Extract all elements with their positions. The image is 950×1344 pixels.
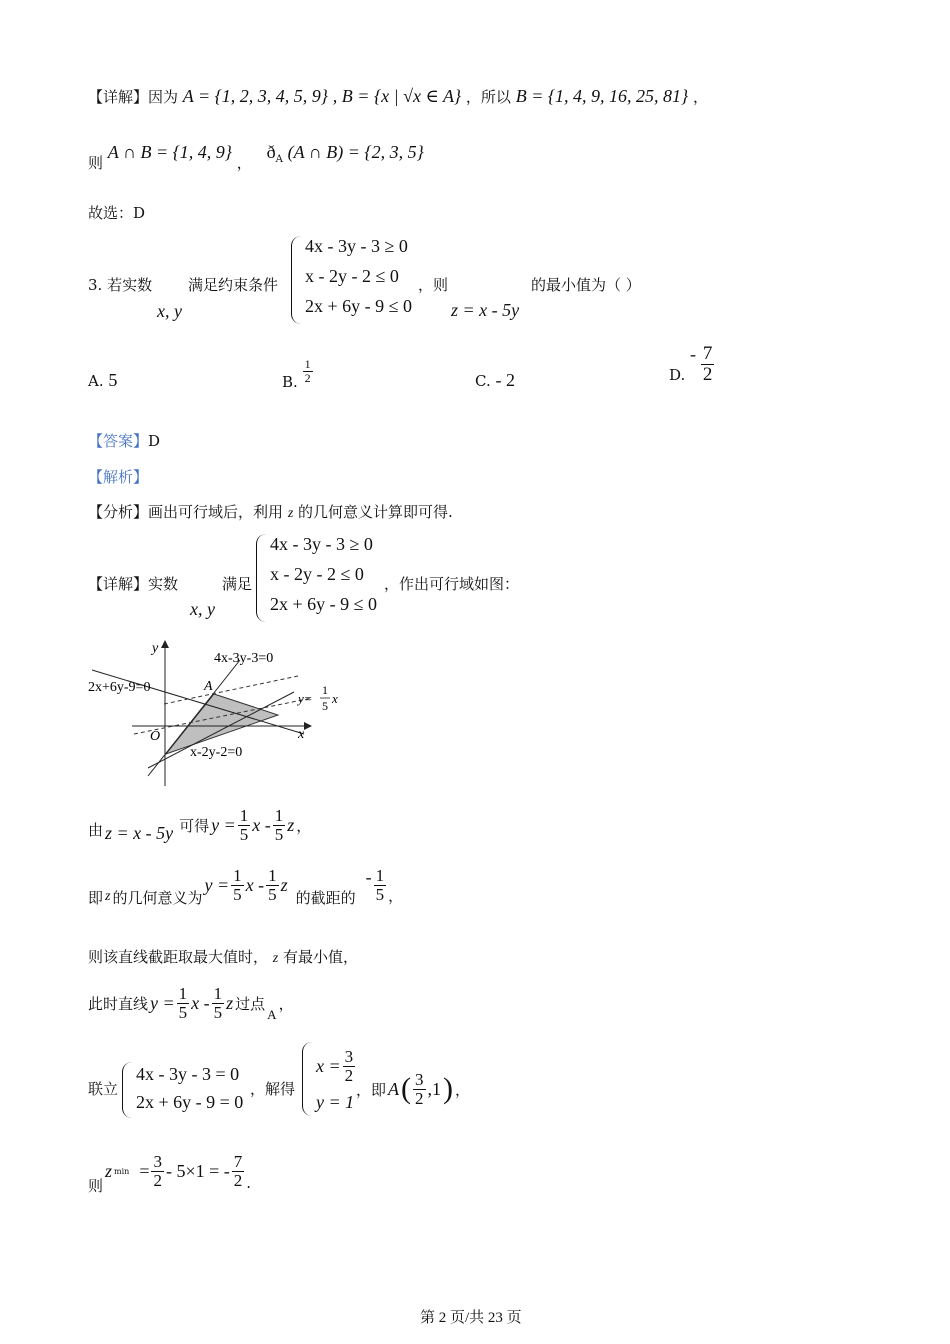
intersection: A ∩ B = {1, 4, 9} xyxy=(107,142,233,162)
denominator: 2 xyxy=(415,1088,424,1108)
constraint-1: 4x - 3y - 3 ≥ 0 xyxy=(270,534,373,554)
derive-line xyxy=(88,800,311,850)
x-frac xyxy=(343,1048,356,1085)
text-when: 则该直线截距取最大值时， xyxy=(88,948,269,966)
meaning-line xyxy=(88,860,403,910)
numerator: 1 xyxy=(178,983,188,1003)
option-b-label: B. xyxy=(282,373,298,392)
text-ie: 即 xyxy=(88,888,104,907)
text-from: 由 xyxy=(88,820,104,839)
q3-cond: 满足约束条件 xyxy=(188,276,279,294)
numerator: 3 xyxy=(344,1047,354,1066)
choose-line: 故选：D xyxy=(88,204,146,222)
frac-1 xyxy=(177,985,190,1022)
text-through: 过点 xyxy=(235,994,266,1013)
text-line: 此时直线 xyxy=(88,994,149,1013)
frac-3 xyxy=(374,867,387,904)
denominator: 2 xyxy=(233,1170,243,1190)
z-subscript: min xyxy=(114,1166,130,1176)
y-eq: y = xyxy=(150,992,175,1013)
numerator: 7 xyxy=(233,1151,243,1171)
frac-1 xyxy=(231,867,244,904)
origin-label: O xyxy=(150,729,161,744)
y-axis-arrow xyxy=(161,640,169,648)
denominator: 2 xyxy=(344,1065,354,1085)
numerator: 1 xyxy=(375,865,385,885)
option-b-fraction xyxy=(303,358,313,384)
set-b: B = {1, 4, 9, 16, 25, 81} xyxy=(515,86,689,106)
y-eq: y = xyxy=(204,874,230,895)
max-intercept-line xyxy=(88,946,358,967)
q3-vars: x, y xyxy=(157,301,182,321)
denominator: 5 xyxy=(213,1002,223,1022)
denominator: 2 xyxy=(153,1170,162,1190)
a-x-frac xyxy=(413,1071,426,1108)
constraint-2: x - 2y - 2 ≤ 0 xyxy=(270,564,364,584)
numerator: 3 xyxy=(153,1151,162,1171)
line1-label: 4x-3y-3=0 xyxy=(214,651,274,666)
y-eq: y = xyxy=(211,814,236,835)
xiangjie-constraint-system xyxy=(256,534,386,622)
text-so: ，所以 xyxy=(465,88,511,106)
solution-system xyxy=(302,1042,362,1116)
xiangjie-label: 【详解】实数 xyxy=(88,575,179,593)
brace xyxy=(122,1062,133,1118)
frac-2 xyxy=(266,867,279,904)
x-axis-label: x xyxy=(298,727,305,742)
text-then: 则 xyxy=(88,1176,104,1195)
combine-label: 联立 xyxy=(88,1080,119,1098)
text-intercept: 的截距的 xyxy=(295,888,356,907)
frac-7-2 xyxy=(232,1153,245,1190)
option-b[interactable] xyxy=(282,357,313,392)
through-point-line xyxy=(88,978,294,1028)
zmin-line xyxy=(88,1146,251,1196)
numerator: 3 xyxy=(415,1069,424,1089)
x-axis-arrow xyxy=(304,722,312,730)
q3-prefix: 3. 若实数 xyxy=(88,276,153,294)
frac-3-2 xyxy=(151,1153,164,1190)
fenxi-text-2: 的几何意义计算即可得. xyxy=(298,503,453,521)
line2-label: 2x+6y-9=0 xyxy=(88,680,151,695)
a-y: ,1 xyxy=(427,1078,442,1099)
equation-2: 2x + 6y - 9 = 0 xyxy=(136,1092,244,1112)
xiangjie-vars: x, y xyxy=(190,599,215,619)
xiangjie-cond: 满足 xyxy=(222,575,253,593)
frac-2 xyxy=(273,807,286,844)
option-a-value: 5 xyxy=(108,370,118,390)
denominator: 5 xyxy=(274,824,284,844)
z-term: z xyxy=(226,992,234,1013)
x-term: x - xyxy=(252,814,271,835)
fenxi-label: 【分析】 xyxy=(88,503,149,521)
x-eq: x = xyxy=(316,1055,341,1076)
z-term: z xyxy=(287,814,295,835)
fenxi-text-1: 画出可行域后，利用 xyxy=(148,503,284,521)
combine-system xyxy=(122,1062,252,1118)
neg-sign: - xyxy=(365,866,372,887)
q3-constraint-system xyxy=(291,236,421,324)
feasible-region-figure xyxy=(86,636,356,792)
denominator: 5 xyxy=(375,884,385,904)
page-footer: 第 2 页/共 23 页 xyxy=(420,1310,522,1326)
text-then: 则 xyxy=(88,154,104,172)
answer-value: D xyxy=(148,432,161,450)
denominator: 5 xyxy=(239,824,249,844)
z-var: z xyxy=(105,1160,113,1181)
numerator: 1 xyxy=(268,865,277,885)
numerator: 1 xyxy=(213,983,223,1003)
answer-line xyxy=(88,430,160,451)
z-var: z xyxy=(105,889,111,904)
punct: ， xyxy=(455,1080,471,1099)
option-c[interactable] xyxy=(475,370,515,391)
constraint-1: 4x - 3y - 3 ≥ 0 xyxy=(305,236,408,256)
option-a[interactable] xyxy=(88,370,117,391)
punct: ， xyxy=(236,154,252,172)
numerator: 1 xyxy=(233,865,242,885)
equals: = xyxy=(139,1160,150,1181)
solution-y: y = 1 xyxy=(316,1092,355,1112)
q3-objective: z = x - 5y xyxy=(451,300,520,320)
text-ie: ，即 xyxy=(356,1080,387,1099)
option-c-label: C. xyxy=(475,372,491,390)
point-a-label: A xyxy=(204,679,213,694)
q3-tail: 的最小值为（ ） xyxy=(531,276,641,294)
detail-line-1 xyxy=(88,86,708,107)
answer-label: 【答案】 xyxy=(88,432,149,450)
detail-line-2 xyxy=(88,142,424,172)
line4-label-pre: y= xyxy=(298,691,313,706)
point-a: A xyxy=(267,1007,277,1022)
x-term: x - xyxy=(191,992,210,1013)
frac-1 xyxy=(238,807,251,844)
detail-label: 【详解】因为 xyxy=(88,88,179,106)
brace xyxy=(256,534,267,622)
solution-x xyxy=(316,1048,355,1085)
numerator: 1 xyxy=(239,805,249,825)
denominator: 5 xyxy=(233,884,242,904)
fenxi-line xyxy=(88,501,453,522)
numerator: 1 xyxy=(304,357,311,371)
line4-label-num: 1 xyxy=(322,683,328,697)
option-d-sign: - xyxy=(690,344,697,365)
point-a: A xyxy=(388,1078,400,1099)
solve-label: ，解得 xyxy=(250,1080,296,1098)
numerator: 1 xyxy=(274,805,284,825)
constraint-3: 2x + 6y - 9 ≤ 0 xyxy=(270,594,378,614)
numerator: 7 xyxy=(702,343,713,364)
denominator: 2 xyxy=(304,370,311,385)
punct: ， xyxy=(388,886,404,905)
fenxi-var: z xyxy=(287,506,294,521)
point-a-result xyxy=(356,1064,470,1114)
complement-expr: (A ∩ B) = {2, 3, 5} xyxy=(287,142,424,162)
analysis-label: 【解析】 xyxy=(88,468,149,486)
denominator: 5 xyxy=(178,1002,188,1022)
constraint-3: 2x + 6y - 9 ≤ 0 xyxy=(305,296,413,316)
option-a-label: A. xyxy=(88,372,104,390)
option-d-label: D. xyxy=(669,366,686,385)
line4-label-post: x xyxy=(332,691,338,706)
option-c-value: - 2 xyxy=(495,370,515,390)
text-min: 有最小值， xyxy=(283,948,359,966)
complement-sub: A xyxy=(275,154,283,165)
set-b-def: , B = {x | √x ∈ A} xyxy=(332,86,462,106)
x-term: x - xyxy=(245,874,265,895)
paren-close: ) xyxy=(443,1072,454,1105)
frac-2 xyxy=(212,985,225,1022)
z-var: z xyxy=(272,951,279,966)
set-a: A = {1, 2, 3, 4, 5, 9} xyxy=(182,86,329,106)
punct: . xyxy=(246,1174,252,1192)
line4-label-den: 5 xyxy=(322,699,328,713)
punct: ， xyxy=(296,816,312,835)
objective-expr: z = x - 5y xyxy=(105,822,174,843)
text-meaning: 的几何意义为 xyxy=(112,888,203,907)
brace xyxy=(302,1042,313,1116)
z-term: z xyxy=(280,874,288,895)
calc-expr: - 5×1 = - xyxy=(165,1160,230,1181)
denominator: 2 xyxy=(702,363,713,385)
option-d[interactable] xyxy=(669,344,714,385)
equation-1: 4x - 3y - 3 = 0 xyxy=(136,1064,240,1084)
y-axis-label: y xyxy=(152,641,159,656)
q3-mid: ，则 xyxy=(418,276,449,294)
line3-label: x-2y-2=0 xyxy=(190,745,243,760)
text-get: 可得 xyxy=(179,816,210,835)
constraint-2: x - 2y - 2 ≤ 0 xyxy=(305,266,399,286)
punct: ， xyxy=(278,994,294,1013)
punct: ， xyxy=(693,88,709,106)
denominator: 5 xyxy=(268,884,277,904)
paren-open: ( xyxy=(401,1072,412,1105)
complement-symbol: ð xyxy=(266,142,276,162)
xiangjie-tail: ，作出可行域如图： xyxy=(384,575,520,593)
option-d-fraction xyxy=(701,344,715,385)
brace xyxy=(291,236,302,324)
